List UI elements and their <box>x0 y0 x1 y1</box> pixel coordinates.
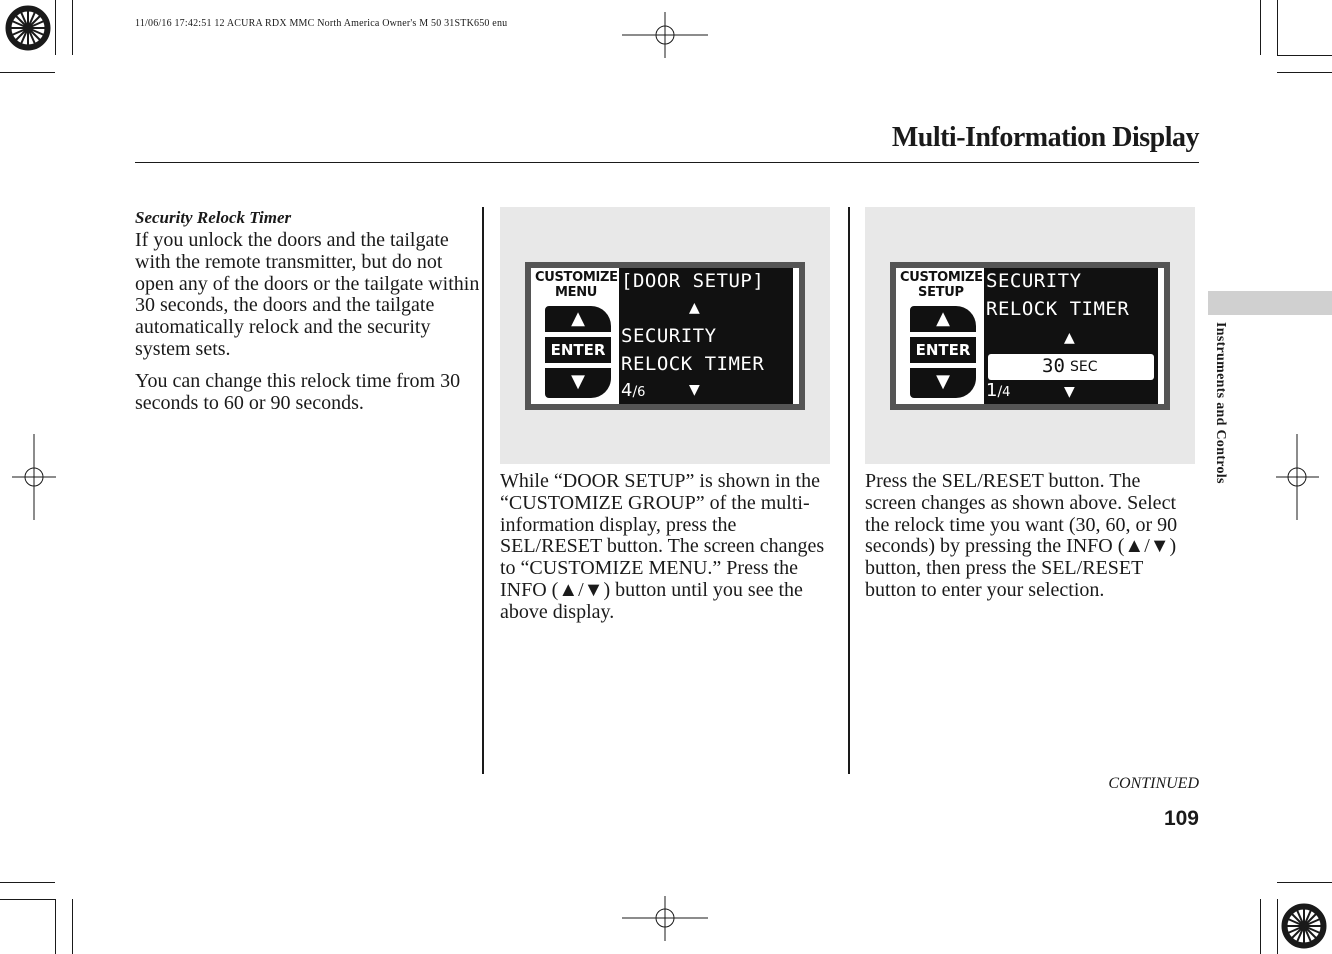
lcd-line-relock-timer: RELOCK TIMER <box>621 353 765 375</box>
section-tab-marker <box>1208 291 1332 315</box>
down-arrow-icon: ▼ <box>910 368 976 398</box>
lcd-text-area <box>619 268 793 404</box>
up-arrow-icon: ▲ <box>545 306 611 332</box>
side-tab-label: Instruments and Controls <box>1213 322 1228 484</box>
page-fraction: 1/4 <box>986 380 1011 401</box>
lcd-screen <box>525 262 805 410</box>
enter-label: ENTER <box>910 337 976 363</box>
page-title: Multi-Information Display <box>891 122 1199 153</box>
title-divider <box>135 162 1199 163</box>
body-paragraph: You can change this relock time from 30 seconds to 60 or 90 seconds. <box>135 370 461 414</box>
down-arrow-icon: ▼ <box>545 368 611 398</box>
body-paragraph: If you unlock the doors and the tailgate with the remote transmitter, but do not open any of the doors or the tailgate within 30 seconds, the doors and the tailgate automatically relock and the security system sets. <box>135 229 480 360</box>
caption-relock-timer: Press the SEL/RESET button. The screen changes as shown above. Select the relock time you want (30, 60, or 90 seconds) by pressing the INFO (▲/▼) button, then press the SEL/RESET button to enter your selection. <box>865 470 1178 601</box>
control-pad-icon <box>545 306 611 398</box>
lcd-line-relock-timer: RELOCK TIMER <box>986 298 1130 320</box>
caption-door-setup: While “DOOR SETUP” is shown in the “CUSTOMIZE GROUP” of the multi-information display, press the SEL/RESET button. The screen changes to “CUSTOMIZE MENU.” Press the INFO (▲/▼) button until you see the above display. <box>500 470 825 623</box>
lcd-screen <box>890 262 1170 410</box>
down-arrow-icon: ▼ <box>689 382 700 398</box>
column-divider <box>848 207 850 774</box>
display-illustration-door-setup <box>500 207 830 464</box>
customize-label: CUSTOMIZE <box>535 270 618 285</box>
timer-unit: SEC <box>1070 359 1098 375</box>
display-illustration-relock-timer <box>865 207 1195 464</box>
lcd-line-door-setup: [DOOR SETUP] <box>621 270 765 292</box>
printer-slug: 11/06/16 17:42:51 12 ACURA RDX MMC North America Owner's M 50 31STK650 enu <box>135 18 508 29</box>
customize-label: CUSTOMIZE <box>900 270 983 285</box>
up-arrow-icon: ▲ <box>689 300 700 316</box>
column-divider <box>482 207 484 774</box>
timer-value: 30 <box>1042 355 1065 377</box>
down-arrow-icon: ▼ <box>1064 384 1075 400</box>
up-arrow-icon: ▲ <box>910 306 976 332</box>
selected-value-box <box>988 354 1154 380</box>
page-number: 109 <box>1163 807 1199 830</box>
enter-label: ENTER <box>545 337 611 363</box>
setup-label: SETUP <box>918 285 964 300</box>
lcd-text-area <box>984 268 1158 404</box>
section-heading: Security Relock Timer <box>135 208 292 227</box>
lcd-line-security: SECURITY <box>621 325 717 347</box>
lcd-line-security: SECURITY <box>986 270 1082 292</box>
continued-label: CONTINUED <box>1108 775 1199 792</box>
menu-label: MENU <box>555 285 598 300</box>
control-pad-icon <box>910 306 976 398</box>
page-fraction: 4/6 <box>621 380 646 401</box>
up-arrow-icon: ▲ <box>1064 330 1075 346</box>
